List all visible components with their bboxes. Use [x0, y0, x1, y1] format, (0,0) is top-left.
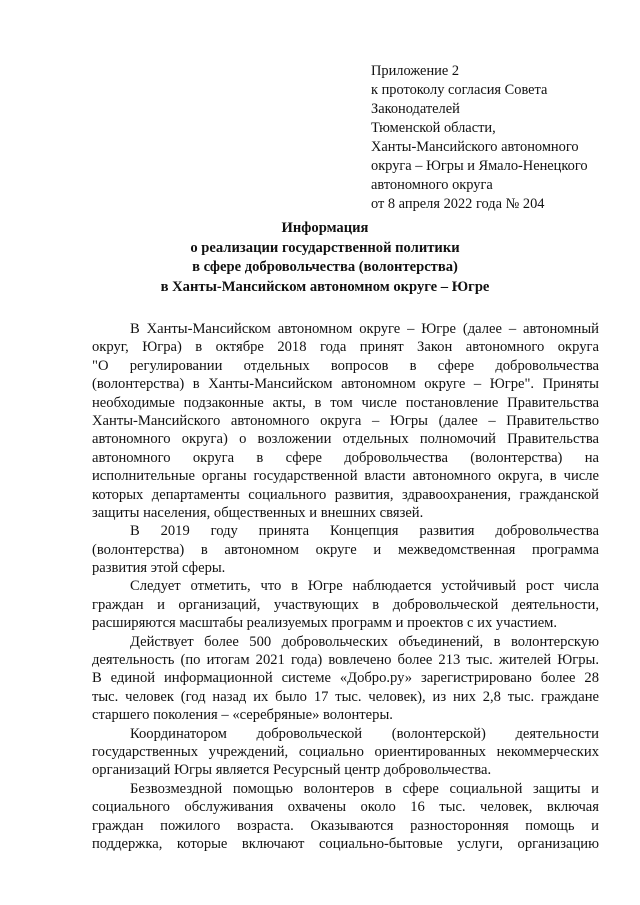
annex-line: к протоколу согласия Совета: [371, 82, 548, 98]
body-line: "О регулировании отдельных вопросов в сфере добровольчества: [92, 357, 599, 374]
heading-line: в Ханты-Мансийском автономном округе – Югре: [160, 278, 490, 295]
body-line: поддержка, которые включают социально-бытовые услуги, организацию: [92, 835, 599, 852]
body-line: защиты населения, общественных и внешних связей.: [92, 504, 424, 521]
document-body: [92, 320, 599, 853]
body-line: В единой информационной системе «Добро.ру» зарегистрировано более 28: [92, 670, 599, 687]
annex-line: Тюменской области,: [371, 120, 496, 136]
body-line: организаций Югры является Ресурсный центр добровольчества.: [92, 762, 492, 779]
annex-line: Приложение 2: [371, 63, 460, 79]
annex-line: округа – Югры и Ямало-Ненецкого: [371, 158, 588, 174]
body-line: Координатором добровольческой (волонтерской) деятельности: [130, 725, 599, 742]
body-line: старшего поколения – «серебряные» волонтеры.: [92, 707, 393, 724]
body-line: необходимые подзаконные акты, в том числе постановление Правительства: [92, 394, 599, 411]
heading-line: в сфере добровольчества (волонтерства): [192, 259, 458, 275]
body-line: исполнительные органы государственной власти автономного округа, в числе: [92, 468, 599, 485]
heading-line: Информация: [281, 220, 369, 236]
body-line: развития этой сферы.: [92, 560, 226, 577]
body-line: Ханты-Мансийского автономного округа – Югры (далее – Правительство: [92, 412, 599, 429]
body-line: Безвозмездной помощью волонтеров в сфере социальной защиты и: [130, 780, 599, 797]
body-line: автономного округа в сфере добровольчества (волонтерства) на: [92, 449, 599, 466]
body-line: расширяются масштабы реализуемых программ и проектов с их участием.: [92, 615, 558, 632]
body-line: В 2019 году принята Концепция развития добровольчества: [130, 523, 599, 540]
annex-line: Ханты-Мансийского автономного: [371, 139, 579, 155]
body-line: (волонтерства) в автономном округе и межведомственная программа: [92, 541, 599, 558]
annex-block: [371, 62, 621, 214]
annex-line: автономного округа: [371, 177, 493, 193]
annex-line: Законодателей: [371, 101, 460, 117]
document-heading: [80, 219, 570, 297]
body-line: округ, Югра) в октябре 2018 года принят Закон автономного округа: [92, 339, 599, 356]
body-line: (волонтерства) в Ханты-Мансийском автономном округе – Югре". Приняты: [92, 376, 599, 393]
body-line: автономного округа) о возложении отдельных полномочий Правительства: [92, 431, 599, 448]
body-line: В Ханты-Мансийском автономном округе – Югре (далее – автономный: [130, 321, 599, 337]
heading-line: о реализации государственной политики: [190, 239, 460, 256]
body-line: которых департаменты социального развития, здравоохранения, гражданской: [92, 486, 599, 503]
body-line: деятельность (по итогам 2021 года) вовлечено более 213 тыс. жителей Югры.: [92, 652, 599, 669]
body-line: Действует более 500 добровольческих объединений, в волонтерскую: [130, 633, 599, 650]
body-line: граждан пожилого возраста. Оказываются разносторонняя помощь и: [92, 817, 599, 834]
body-line: государственных учреждений, социально ориентированных некоммерческих: [92, 743, 599, 760]
body-line: Следует отметить, что в Югре наблюдается устойчивый рост числа: [130, 578, 599, 595]
body-line: социального обслуживания охвачены около 16 тыс. человек, включая: [92, 799, 599, 816]
body-line: тыс. человек (год назад их было 17 тыс. человек), из них 2,8 тыс. граждане: [92, 688, 599, 705]
annex-line: от 8 апреля 2022 года № 204: [371, 196, 545, 212]
body-line: граждан и организаций, участвующих в добровольческой деятельности,: [92, 596, 599, 613]
